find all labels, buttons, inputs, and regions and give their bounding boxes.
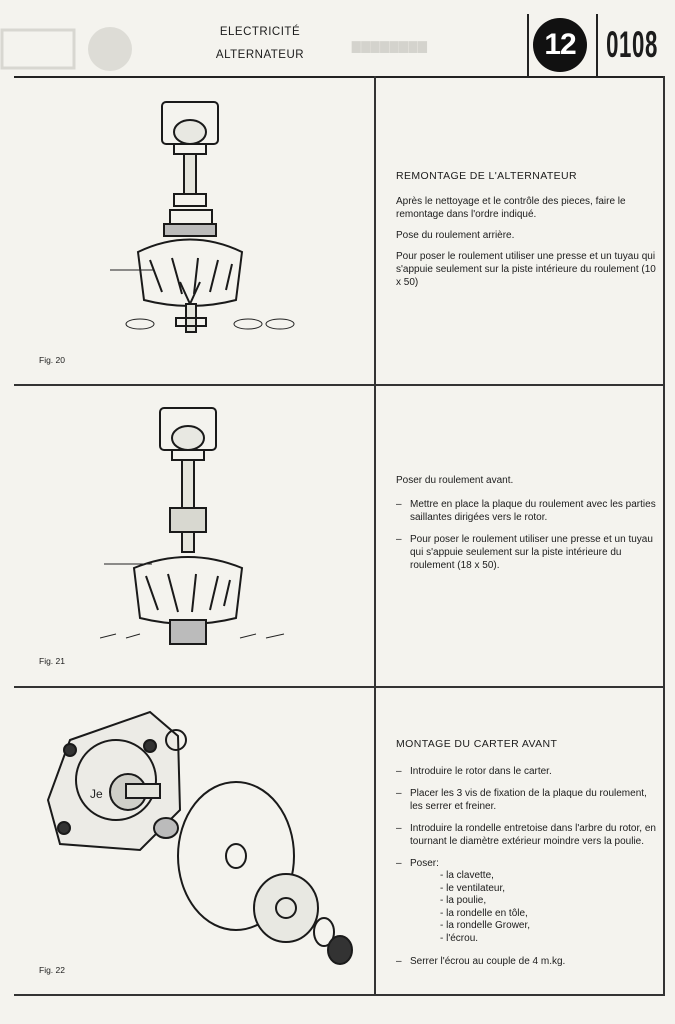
bottom-rule: [14, 994, 664, 996]
sublist-item: - le ventilateur,: [440, 882, 506, 894]
header-divider: [527, 14, 529, 77]
page-code: 0108: [606, 24, 658, 65]
list-item: – Introduire le rotor dans le carter.: [396, 765, 656, 778]
header-divider: [596, 14, 598, 77]
list-item-text: Pour poser le roulement utiliser une presse et un tuyau qui s'appuie seulement sur la piste intérieure du roulement (18 x 50).: [410, 534, 653, 571]
rotor-rear-bearing-illustration: [110, 92, 320, 362]
list-item-text: Introduire la rondelle entretoise dans l'arbre du rotor, en tournant le diamètre extérieur moindre vers la poulie.: [410, 823, 656, 847]
list-item: – Serrer l'écrou au couple de 4 m.kg.: [396, 955, 656, 968]
paragraph: Pose du roulement arrière.: [396, 230, 515, 241]
list-item: – Pour poser le roulement utiliser une presse et un tuyau qui s'appuie seulement sur la piste intérieure du roulement (18 x 50).: [396, 533, 656, 572]
list-item: – Mettre en place la plaque du roulement avec les parties saillantes dirigées vers le rotor.: [396, 499, 656, 523]
poser-sublist: [440, 870, 656, 945]
section-reassembly: [396, 170, 656, 297]
list-item-text: Placer les 3 vis de fixation de la plaque du roulement, les serrer et freiner.: [410, 788, 647, 812]
row-divider: [14, 384, 664, 386]
list-item-text: Serrer l'écrou au couple de 4 m.kg.: [410, 956, 566, 967]
front-housing-exploded-illustration: [30, 700, 370, 980]
list-item: – Poser:: [396, 857, 656, 870]
bleed-through-logo: [0, 24, 160, 74]
header-rule: [14, 76, 664, 78]
paragraph: Après le nettoyage et le contrôle des pieces, faire le remontage dans l'ordre indiqué.: [396, 196, 626, 220]
bleed-through-text: ▇▇▇▇▇▇▇▇: [352, 41, 428, 53]
sublist-item: - la poulie,: [440, 895, 487, 906]
list-item-text: Mettre en place la plaque du roulement avec les parties saillantes dirigées vers le rotor.: [410, 499, 656, 523]
sublist-item: - la rondelle en tôle,: [440, 907, 528, 919]
svg-text:Je: Je: [90, 787, 103, 801]
section-front-housing: [396, 738, 656, 977]
figure-label: Fig. 22: [39, 965, 65, 975]
section-front-bearing: [396, 474, 656, 581]
figure-label: Fig. 21: [39, 656, 65, 666]
section-heading: MONTAGE DU CARTER AVANT: [396, 738, 558, 750]
list-item-text: Introduire le rotor dans le carter.: [410, 766, 552, 777]
section-number-badge: 12: [533, 18, 587, 72]
right-border: [663, 76, 665, 996]
sublist-item: - la rondelle Grower,: [440, 920, 531, 931]
poser-label: Poser:: [410, 858, 439, 869]
column-divider: [374, 76, 376, 996]
sublist-item: - l'écrou.: [440, 932, 479, 944]
paragraph: Poser du roulement avant.: [396, 475, 514, 486]
list-item: – Introduire la rondelle entretoise dans l'arbre du rotor, en tournant le diamètre extérieur moindre vers la poulie.: [396, 823, 656, 847]
rotor-front-bearing-illustration: [100, 398, 320, 668]
figure-label: Fig. 20: [39, 355, 65, 365]
list-item: – Placer les 3 vis de fixation de la plaque du roulement, les serrer et freiner.: [396, 787, 656, 813]
section-heading: REMONTAGE DE L'ALTERNATEUR: [396, 170, 578, 182]
paragraph: Pour poser le roulement utiliser une presse et un tuyau qui s'appuie seulement sur la piste intérieure du roulement (10 x 50): [396, 251, 656, 288]
header-title: ELECTRICITÉ: [219, 26, 301, 38]
header-subtitle: ALTERNATEUR: [215, 49, 305, 61]
sublist-item: - la clavette,: [440, 870, 494, 881]
row-divider: [14, 686, 664, 688]
